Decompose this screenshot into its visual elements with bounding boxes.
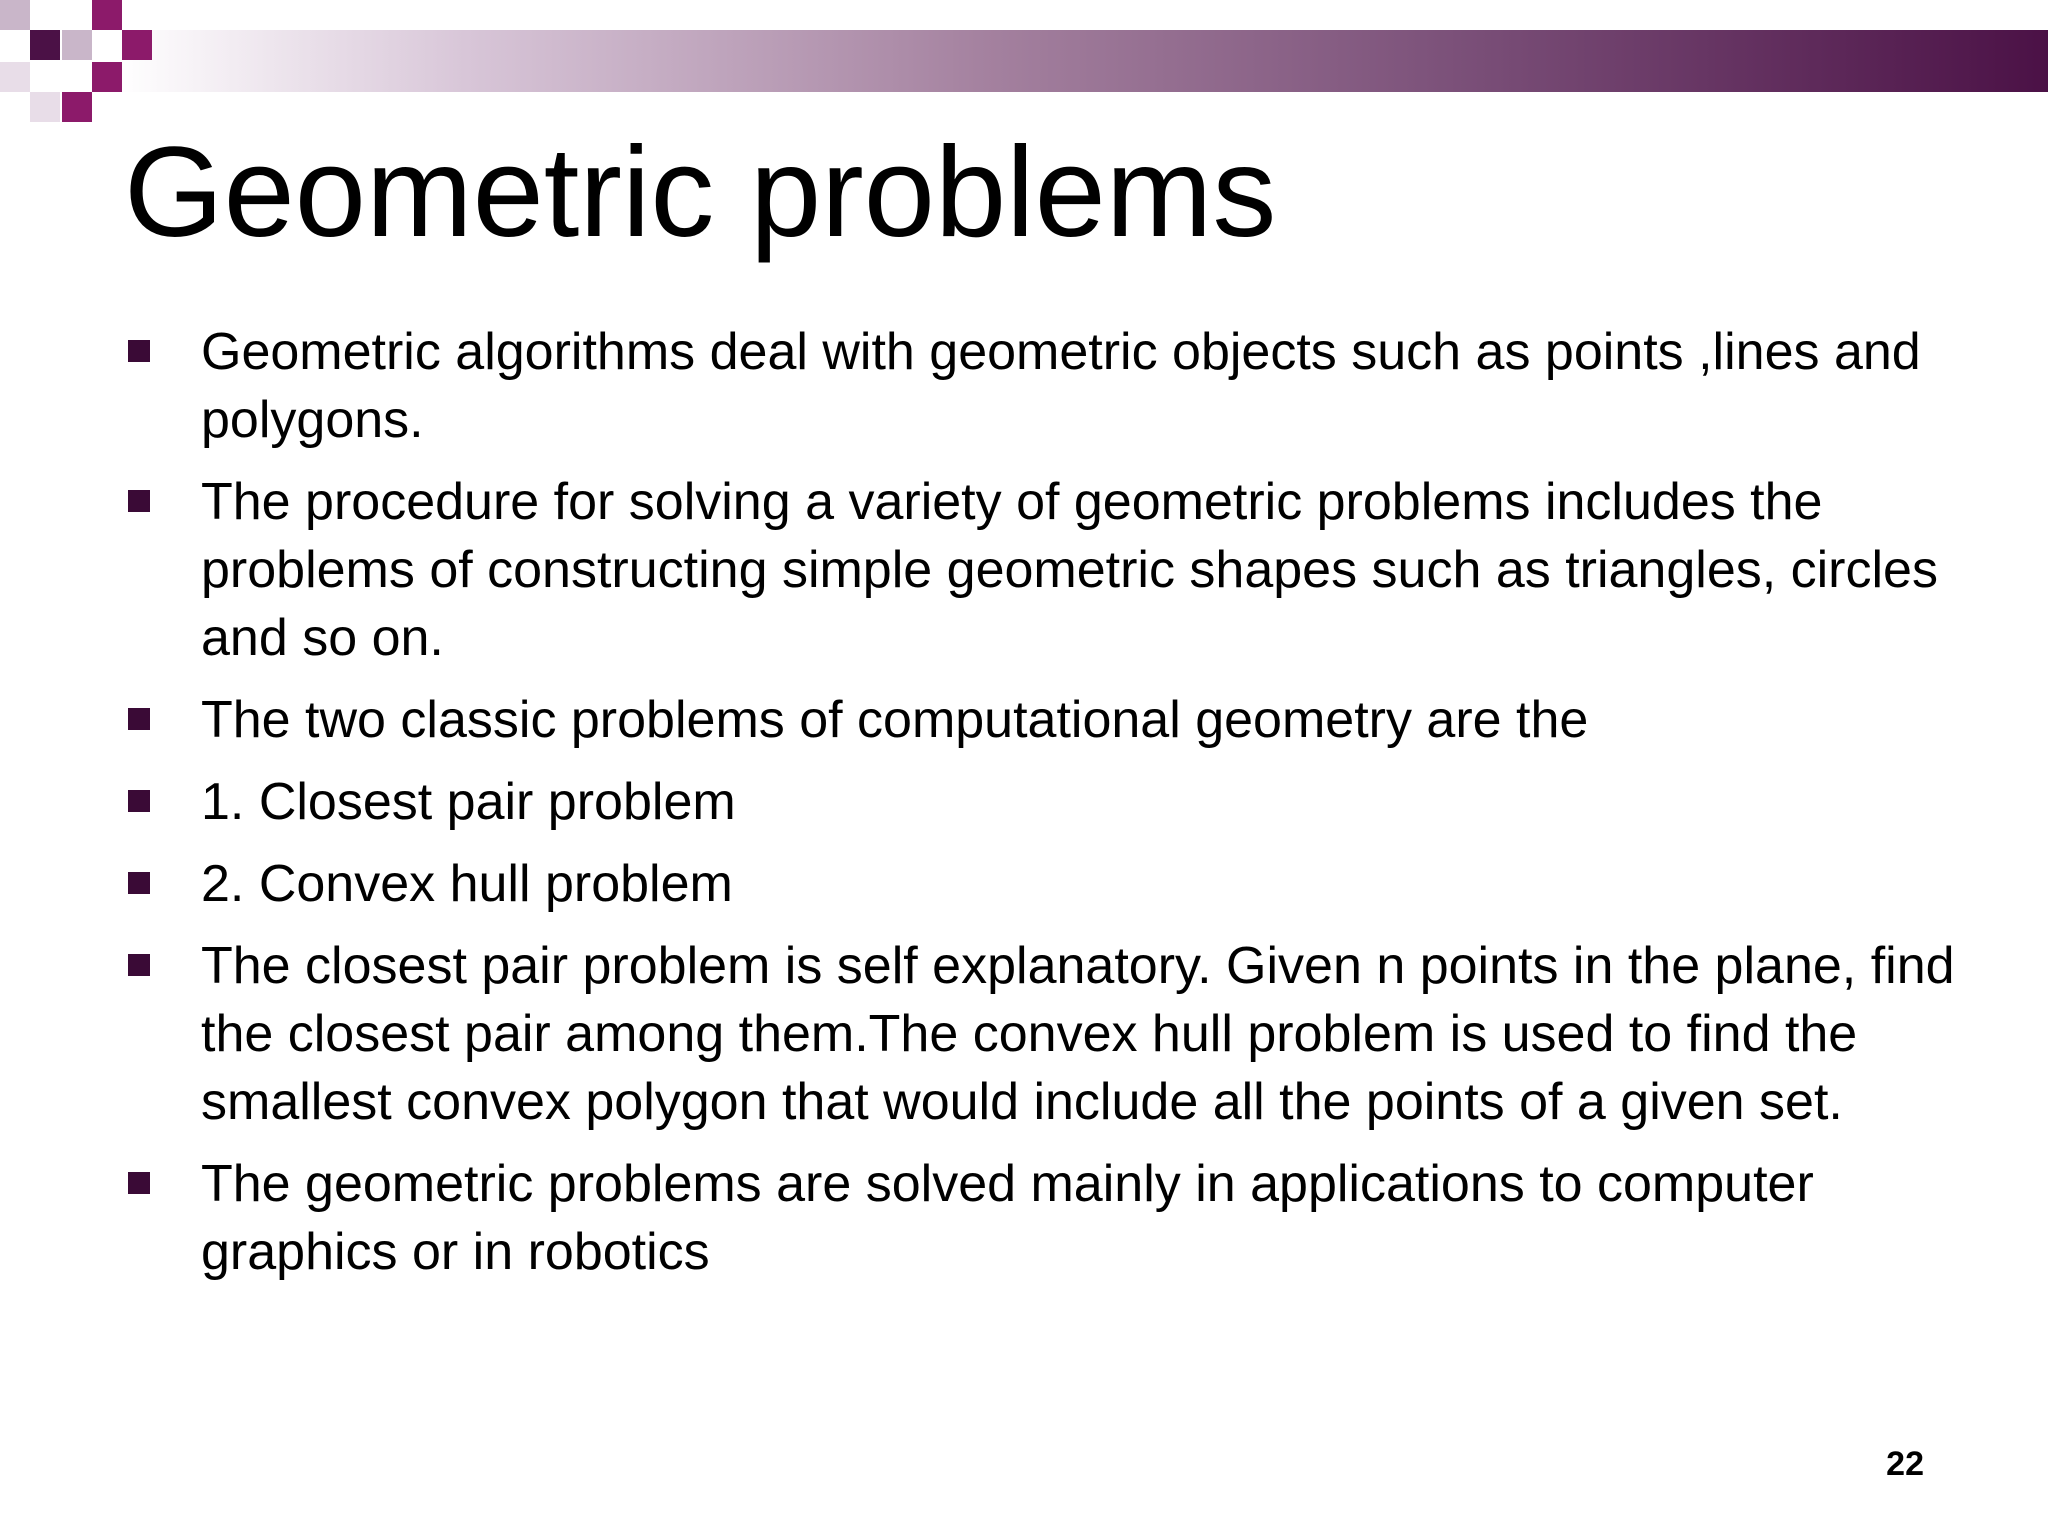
- square-bullet-icon: [128, 872, 150, 894]
- bullet-item: [124, 768, 2004, 836]
- bullet-text: The two classic problems of computational geometry are the: [201, 691, 1589, 749]
- bullet-item: [124, 1150, 2004, 1286]
- bullet-item: [124, 468, 2004, 672]
- slide-title: Geometric problems: [124, 121, 1277, 264]
- square-bullet-icon: [128, 708, 150, 730]
- square-bullet-icon: [128, 490, 150, 512]
- logo-square: [92, 0, 122, 30]
- bullet-list: [124, 318, 2004, 1300]
- logo-square: [62, 30, 92, 60]
- bullet-text: The procedure for solving a variety of geometric problems includes the problems of constructing simple geometric shapes such as triangles, circles and so on.: [201, 473, 1938, 667]
- bullet-text: The geometric problems are solved mainly in applications to computer graphics or in robotics: [201, 1155, 1814, 1281]
- bullet-item: [124, 686, 2004, 754]
- square-bullet-icon: [128, 340, 150, 362]
- logo-square: [62, 92, 92, 122]
- logo-square: [0, 0, 30, 30]
- square-bullet-icon: [128, 1172, 150, 1194]
- logo-square: [30, 92, 60, 122]
- header-gradient-band: [118, 30, 2048, 92]
- logo-square: [30, 30, 60, 60]
- page-number: 22: [1886, 1445, 1924, 1483]
- bullet-item: [124, 932, 2004, 1136]
- square-bullet-icon: [128, 954, 150, 976]
- bullet-text: Geometric algorithms deal with geometric objects such as points ,lines and polygons.: [201, 323, 1921, 449]
- bullet-text: The closest pair problem is self explanatory. Given n points in the plane, find the closest pair among them.The convex hull problem is used to find the smallest convex polygon that would include all the points of a given set.: [201, 937, 1955, 1131]
- logo-square: [122, 30, 152, 60]
- logo-square: [0, 62, 30, 92]
- bullet-item: [124, 850, 2004, 918]
- logo-square: [92, 62, 122, 92]
- square-bullet-icon: [128, 790, 150, 812]
- bullet-text: 1. Closest pair problem: [201, 773, 736, 831]
- bullet-item: [124, 318, 2004, 454]
- bullet-text: 2. Convex hull problem: [201, 855, 733, 913]
